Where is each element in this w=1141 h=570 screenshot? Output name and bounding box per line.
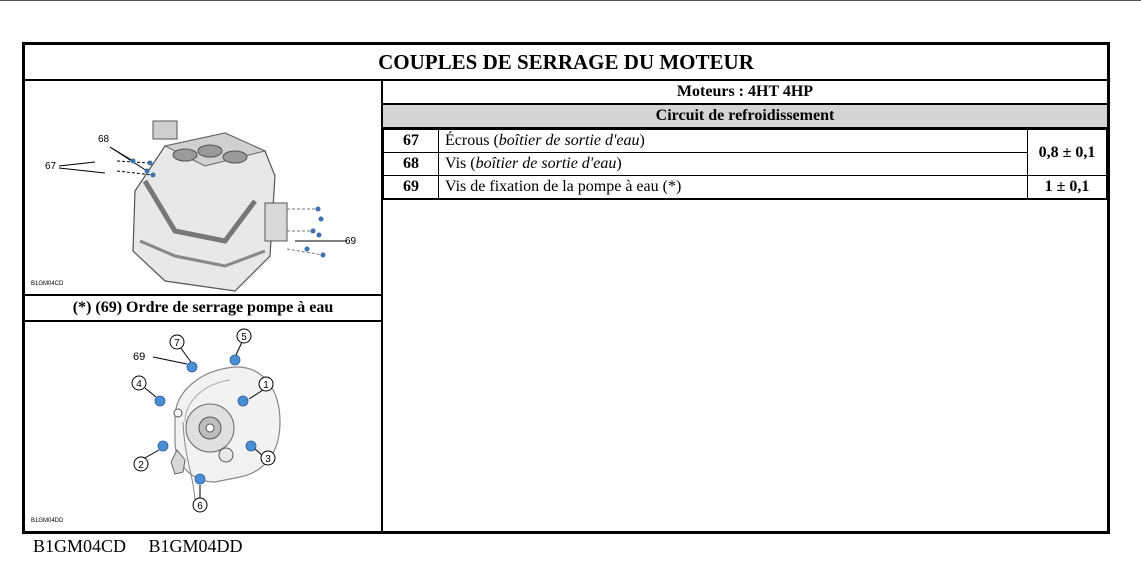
item-number: 68 — [384, 153, 439, 176]
image-references — [33, 536, 261, 557]
image-reference: B1GM04CD — [33, 536, 127, 556]
torque-sheet — [22, 42, 1110, 534]
item-number: 67 — [384, 130, 439, 153]
table-row — [384, 176, 1107, 200]
top-rule — [0, 0, 1141, 1]
image-reference: B1GM04DD — [148, 536, 243, 556]
item-description: Écrous (boîtier de sortie d'eau) — [439, 130, 1028, 153]
order-1: 1 — [263, 380, 269, 391]
image-ref-label: B1GM04DD — [31, 518, 64, 524]
water-pump-illustration — [25, 322, 381, 531]
torque-value: 1 ± 0,1 — [1028, 176, 1107, 200]
page-title: COUPLES DE SERRAGE DU MOTEUR — [25, 45, 1107, 81]
water-pump-drawing — [25, 322, 381, 531]
engine-block-illustration — [25, 81, 381, 296]
torque-value: 0,8 ± 0,1 — [1028, 130, 1107, 176]
item-description: Vis (boîtier de sortie d'eau) — [439, 153, 1028, 176]
engine-block-drawing — [25, 81, 381, 294]
table-row — [384, 130, 1107, 153]
order-6: 6 — [197, 501, 203, 512]
order-2: 2 — [138, 460, 144, 471]
circuit-header: Circuit de refroidissement — [383, 105, 1107, 129]
callout-68: 68 — [98, 134, 110, 145]
callout-67: 67 — [45, 161, 57, 172]
torque-table-column — [383, 81, 1107, 531]
callout-69: 69 — [345, 236, 357, 247]
image-ref-label: B1GM04CD — [31, 281, 64, 287]
order-3: 3 — [265, 454, 271, 465]
illustrations-column — [25, 81, 383, 531]
table-row — [384, 153, 1107, 176]
tightening-order-caption: (*) (69) Ordre de serrage pompe à eau — [25, 296, 381, 322]
torque-table — [383, 129, 1107, 200]
order-4: 4 — [136, 379, 142, 390]
callout-69-pump: 69 — [133, 351, 146, 363]
item-description: Vis de fixation de la pompe à eau (*) — [439, 176, 1028, 200]
order-5: 5 — [241, 332, 247, 343]
order-7: 7 — [174, 338, 180, 349]
item-number: 69 — [384, 176, 439, 200]
engines-header: Moteurs : 4HT 4HP — [383, 81, 1107, 105]
